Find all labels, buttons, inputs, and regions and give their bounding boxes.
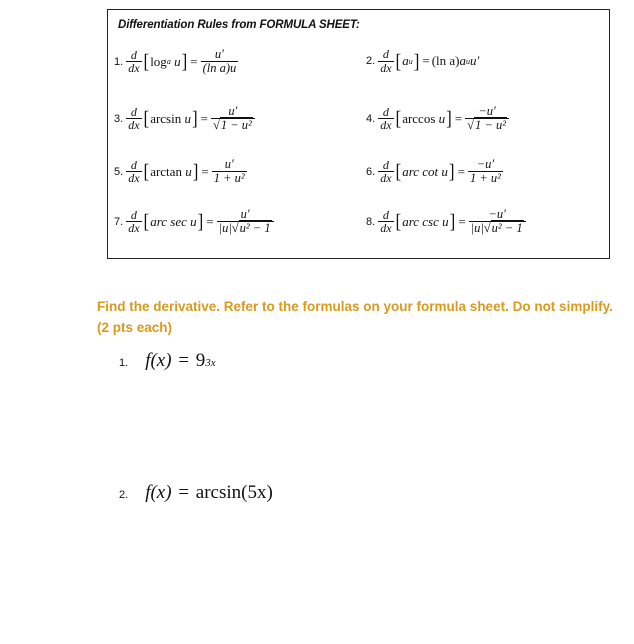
formula-2: 2. $\frac{d}{dx}$ [ a u ] = (ln a) a u u′: [366, 47, 480, 75]
formula-5: 5. $\frac{d}{dx}$ [ arctan u ] = $\frac{u'}{\text{1 + u²}}$: [114, 157, 245, 186]
problem-2: 2. f(x) = arcsin(5x): [119, 482, 273, 503]
formula-1: 1. $\frac{d}{dx}$ [ log a u ] = $\frac{u'}{\text{(ln a)u}}$: [114, 47, 237, 76]
formula-8: 8. $\frac{d}{dx}$ [ arc csc u ] = $\frac{-u'}{\text{|u|√u² − 1}}$: [366, 208, 527, 236]
instruction-text: Find the derivative. Refer to the formulas on your formula sheet. Do not simplify. (2 pts each): [97, 299, 613, 335]
formula-4: 4. $\frac{d}{dx}$ [ arccos u ] = $\frac{-u'}{\text{√1 − u²}}$: [366, 105, 510, 133]
formula-7: 7. $\frac{d}{dx}$ [ arc sec u ] = $\frac{u'}{\text{|u|√u² − 1}}$: [114, 208, 275, 236]
formula-sheet-title: Differentiation Rules from FORMULA SHEET:: [118, 19, 360, 31]
formula-6: 6. $\frac{d}{dx}$ [ arc cot u ] = $\frac{-u'}{\text{1 + u²}}$: [366, 157, 501, 186]
formula-3: 3. $\frac{d}{dx}$ [ arcsin u ] = $\frac{u'}{\text{√1 − u²}}$: [114, 105, 256, 133]
problem-1: 1. f(x) = 9 3x: [119, 350, 216, 371]
formula-sheet: [107, 9, 610, 259]
